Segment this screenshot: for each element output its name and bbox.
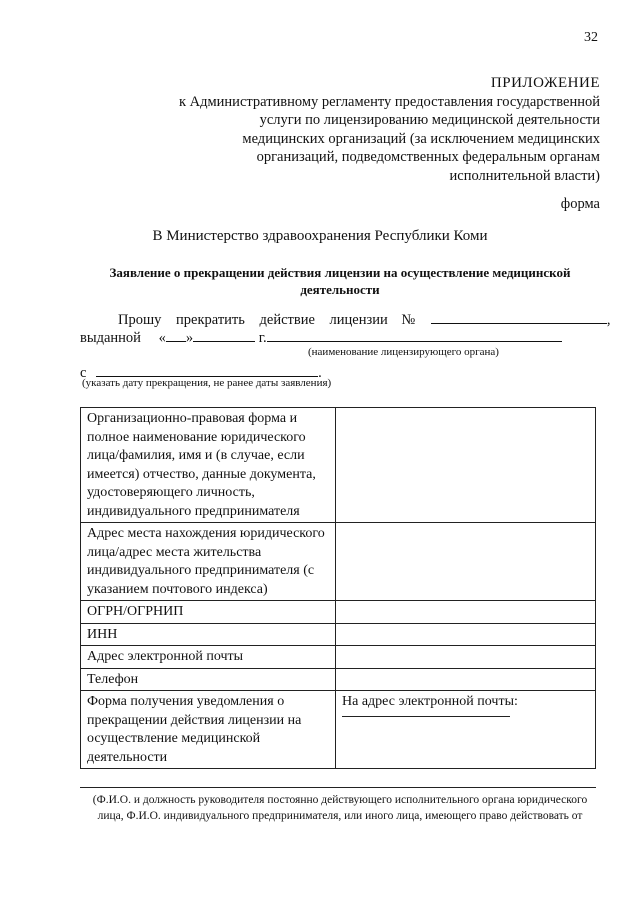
row-value[interactable] bbox=[336, 623, 596, 646]
period: . bbox=[318, 365, 322, 381]
word-from: с bbox=[80, 365, 87, 381]
number-sign: № bbox=[401, 312, 416, 328]
caption-line: (Ф.И.О. и должность руководителя постоянно действующего исполнительного органа юридического bbox=[92, 794, 588, 806]
row-label: Адрес места нахождения юридического лица/адрес места жительства индивидуального предпринимателя (с указанием почтового индекса) bbox=[81, 523, 336, 601]
issuer-field[interactable] bbox=[267, 327, 562, 342]
row-label: Организационно-правовая форма и полное наименование юридического лица/фамилия, имя и (в случае, если имеется) отчество, данные документа, удостоверяющего личность, индивидуального предпринимателя bbox=[81, 408, 336, 523]
caption-line: лица, Ф.И.О. индивидуального предпринимателя, или иного лица, имеющего право действовать от bbox=[97, 810, 583, 822]
row-value[interactable] bbox=[336, 408, 596, 523]
license-number-field[interactable] bbox=[431, 309, 607, 324]
signature-caption bbox=[80, 792, 600, 824]
date-hint: (указать дату прекращения, не ранее даты заявления) bbox=[82, 377, 332, 389]
page-number: 32 bbox=[584, 30, 598, 45]
row-value-cell bbox=[336, 691, 596, 769]
row-value[interactable] bbox=[336, 601, 596, 624]
row-label: Адрес электронной почты bbox=[81, 646, 336, 669]
signature-line-2[interactable] bbox=[80, 787, 596, 788]
table-row bbox=[81, 668, 596, 691]
heading-line: Заявление о прекращении действия лицензии на осуществление медицинской bbox=[109, 265, 571, 280]
email-notice-label: На адрес электронной почты: bbox=[342, 694, 518, 709]
day-field[interactable] bbox=[166, 327, 186, 342]
appendix-line: к Административному регламенту предоставления государственной bbox=[178, 93, 600, 110]
row-label: Форма получения уведомления о прекращении действия лицензии на осуществление медицинской деятельности bbox=[81, 691, 336, 769]
word-prosu: Прошу bbox=[118, 312, 162, 328]
word-prekratit: прекратить bbox=[176, 312, 245, 328]
request-line-1 bbox=[80, 309, 611, 329]
applicant-table bbox=[80, 407, 596, 769]
word-licenzii: лицензии bbox=[329, 312, 388, 328]
row-label: ИНН bbox=[81, 623, 336, 646]
row-value[interactable] bbox=[336, 523, 596, 601]
document-heading bbox=[80, 264, 600, 298]
request-line-2 bbox=[80, 327, 600, 347]
appendix-line: организаций, подведомственных федеральным органам bbox=[256, 149, 600, 165]
table-row bbox=[81, 691, 596, 769]
word-issued: выданной bbox=[80, 330, 141, 346]
close-quote: » bbox=[185, 330, 194, 346]
appendix-block bbox=[120, 74, 600, 185]
table-row bbox=[81, 601, 596, 624]
table-row bbox=[81, 408, 596, 523]
word-deistvie: действие bbox=[259, 312, 315, 328]
appendix-line: медицинских организаций (за исключением медицинских bbox=[242, 130, 600, 147]
termination-date-field[interactable] bbox=[96, 362, 318, 377]
comma: , bbox=[606, 312, 611, 328]
row-label: Телефон bbox=[81, 668, 336, 691]
issuer-hint: (наименование лицензирующего органа) bbox=[308, 346, 499, 358]
table-row bbox=[81, 623, 596, 646]
month-field[interactable] bbox=[193, 327, 255, 342]
signature-line-1[interactable] bbox=[80, 768, 596, 769]
heading-line: деятельности bbox=[300, 282, 380, 297]
table-row bbox=[81, 523, 596, 601]
year-suffix: г. bbox=[258, 330, 267, 346]
row-label: ОГРН/ОГРНИП bbox=[81, 601, 336, 624]
appendix-line: услуги по лицензированию медицинской деятельности bbox=[259, 112, 600, 128]
row-value[interactable] bbox=[336, 668, 596, 691]
open-quote: « bbox=[158, 330, 166, 346]
table-row bbox=[81, 646, 596, 669]
addressee: В Министерство здравоохранения Республики Коми bbox=[152, 228, 488, 244]
row-value[interactable] bbox=[336, 646, 596, 669]
appendix-line: исполнительной власти) bbox=[449, 167, 600, 184]
form-label: форма bbox=[560, 196, 600, 212]
email-notice-line[interactable] bbox=[342, 716, 510, 717]
appendix-title: ПРИЛОЖЕНИЕ bbox=[490, 75, 600, 91]
